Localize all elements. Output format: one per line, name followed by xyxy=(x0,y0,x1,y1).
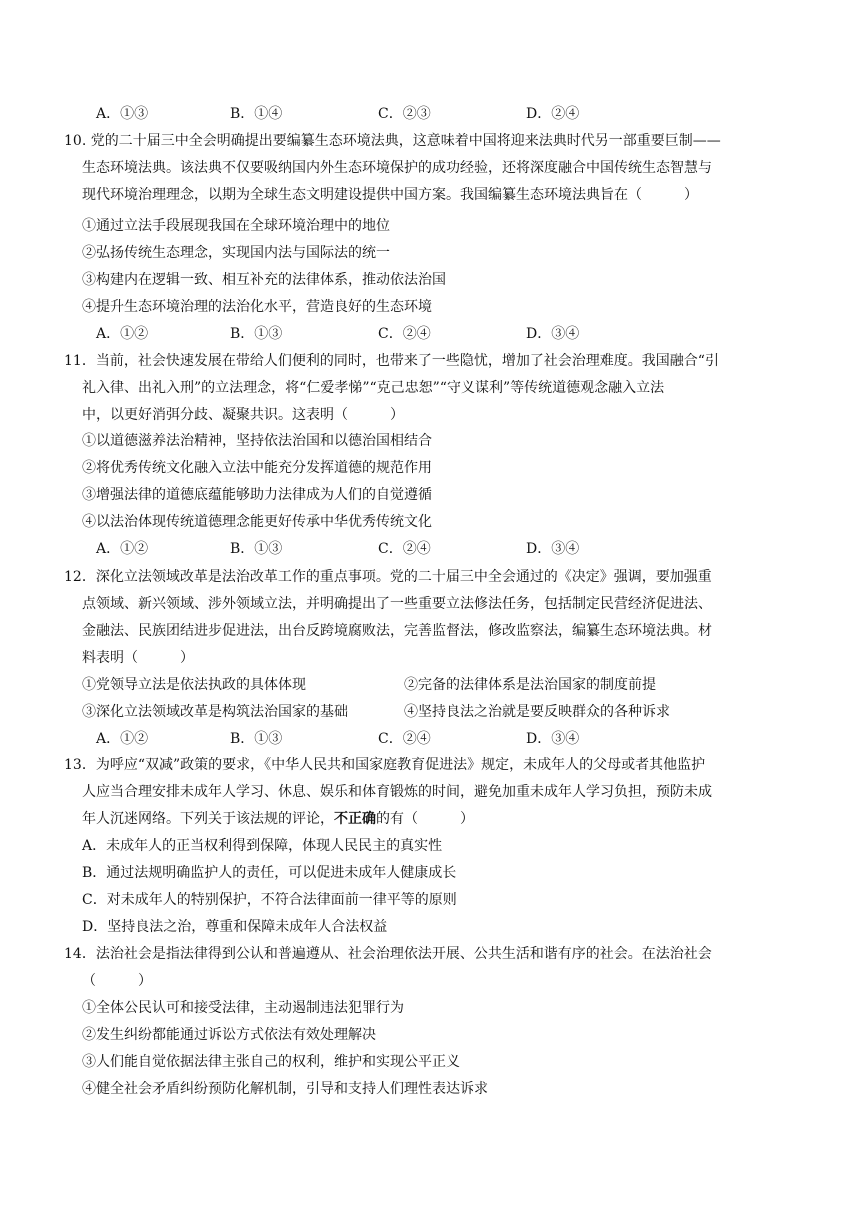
q12-stem-line-2: 点领域、新兴领域、涉外领域立法，并明确提出了一些重要立法修法任务，包括制定民营经济促进法、 xyxy=(82,596,712,612)
q12-option-a[interactable]: A．①② xyxy=(96,731,149,747)
q12-item-3: ③深化立法领域改革是构筑法治国家的基础 xyxy=(82,704,348,720)
q13-stem-line-3 xyxy=(82,806,474,833)
q12-item-4: ④坚持良法之治就是要反映群众的各种诉求 xyxy=(404,704,670,720)
q14-item-2: ②发生纠纷都能通过诉讼方式依法有效处理解决 xyxy=(82,1027,376,1043)
q10-option-d[interactable]: D．③④ xyxy=(526,326,580,342)
q13-stem-line-1: 13．为呼应“双减”政策的要求，《中华人民共和国家庭教育促进法》规定，未成年人的父母或者其他监护 xyxy=(64,757,706,773)
q12-stem-line-4: 料表明（ ） xyxy=(82,650,194,666)
q14-item-4: ④健全社会矛盾纠纷预防化解机制，引导和支持人们理性表达诉求 xyxy=(82,1081,488,1097)
q13-option-a[interactable]: A．未成年人的正当权利得到保障，体现人民民主的真实性 xyxy=(82,838,443,854)
q14-stem-line-2: （ ） xyxy=(82,973,152,989)
q13-stem-line-3-text: 年人沉迷网络。下列关于该法规的评论， xyxy=(82,811,334,827)
q11-option-d[interactable]: D．③④ xyxy=(526,541,580,557)
q12-option-c[interactable]: C．②④ xyxy=(378,731,431,747)
q12-item-2: ②完备的法律体系是法治国家的制度前提 xyxy=(404,677,656,693)
q10-option-a[interactable]: A．①② xyxy=(96,326,149,342)
q11-item-1: ①以道德滋养法治精神，坚持依法治国和以德治国相结合 xyxy=(82,433,432,449)
q10-stem-line-3: 现代环境治理理念，以期为全球生态文明建设提供中国方案。我国编纂生态环境法典旨在（ ） xyxy=(82,187,698,203)
q12-stem-line-3: 金融法、民族团结进步促进法，出台反跨境腐败法，完善监督法，修改监察法，编纂生态环境法典。材 xyxy=(82,623,712,639)
q12-option-d[interactable]: D．③④ xyxy=(526,731,580,747)
q11-option-c[interactable]: C．②④ xyxy=(378,541,431,557)
q10-item-4: ④提升生态环境治理的法治化水平，营造良好的生态环境 xyxy=(82,299,432,315)
q13-stem-line-2: 人应当合理安排未成年人学习、休息、娱乐和体育锻炼的时间，避免加重未成年人学习负担，预防未成 xyxy=(82,784,712,800)
q11-stem-line-1: 11．当前，社会快速发展在带给人们便利的同时，也带来了一些隐忧，增加了社会治理难度。我国融合“引 xyxy=(64,353,719,369)
q11-item-2: ②将优秀传统文化融入立法中能充分发挥道德的规范作用 xyxy=(82,460,432,476)
q9-option-d[interactable]: D．②④ xyxy=(526,106,580,122)
q14-item-1: ①全体公民认可和接受法律，主动遏制违法犯罪行为 xyxy=(82,1000,404,1016)
q13-option-c[interactable]: C．对未成年人的特别保护，不符合法律面前一律平等的原则 xyxy=(82,892,457,908)
q12-stem-line-1: 12．深化立法领域改革是法治改革工作的重点事项。党的二十届三中全会通过的《决定》强调，要加强重 xyxy=(64,569,712,585)
q13-emphasis: 不正确 xyxy=(334,811,376,827)
q10-item-1: ①通过立法手段展现我国在全球环境治理中的地位 xyxy=(82,218,390,234)
q11-item-4: ④以法治体现传统道德理念能更好传承中华优秀传统文化 xyxy=(82,514,432,530)
q12-item-1: ①党领导立法是依法执政的具体体现 xyxy=(82,677,306,693)
q11-stem-line-3: 中，以更好消弭分歧、凝聚共识。这表明（ ） xyxy=(82,407,404,423)
q14-item-3: ③人们能自觉依据法律主张自己的权利，维护和实现公平正义 xyxy=(82,1054,460,1070)
q11-option-a[interactable]: A．①② xyxy=(96,541,149,557)
q9-option-b[interactable]: B．①④ xyxy=(230,106,283,122)
q11-stem-line-2: 礼入律、出礼入刑”的立法理念，将“仁爱孝悌”“克己忠恕”“守义谋利”等传统道德观念融入立法 xyxy=(82,380,665,396)
q10-stem-line-1: 10. 党的二十届三中全会明确提出要编纂生态环境法典，这意味着中国将迎来法典时代另一部重要巨制—— xyxy=(64,133,721,149)
q14-stem-line-1: 14．法治社会是指法律得到公认和普遍遵从、社会治理依法开展、公共生活和谐有序的社会。在法治社会 xyxy=(64,946,712,962)
q10-item-2: ②弘扬传统生态理念，实现国内法与国际法的统一 xyxy=(82,245,390,261)
q12-option-b[interactable]: B．①③ xyxy=(230,731,283,747)
q9-option-c[interactable]: C．②③ xyxy=(378,106,431,122)
q9-option-a[interactable]: A．①③ xyxy=(96,106,149,122)
q10-stem-line-2: 生态环境法典。该法典不仅要吸纳国内外生态环境保护的成功经验，还将深度融合中国传统生态智慧与 xyxy=(82,160,712,176)
q13-stem-tail: 的有（ ） xyxy=(376,811,474,827)
q11-item-3: ③增强法律的道德底蕴能够助力法律成为人们的自觉遵循 xyxy=(82,487,432,503)
q10-option-c[interactable]: C．②④ xyxy=(378,326,431,342)
q13-option-d[interactable]: D．坚持良法之治，尊重和保障未成年人合法权益 xyxy=(82,919,388,935)
q10-item-3: ③构建内在逻辑一致、相互补充的法律体系，推动依法治国 xyxy=(82,272,446,288)
q11-option-b[interactable]: B．①③ xyxy=(230,541,283,557)
q10-option-b[interactable]: B．①③ xyxy=(230,326,283,342)
q13-option-b[interactable]: B．通过法规明确监护人的责任，可以促进未成年人健康成长 xyxy=(82,865,457,881)
